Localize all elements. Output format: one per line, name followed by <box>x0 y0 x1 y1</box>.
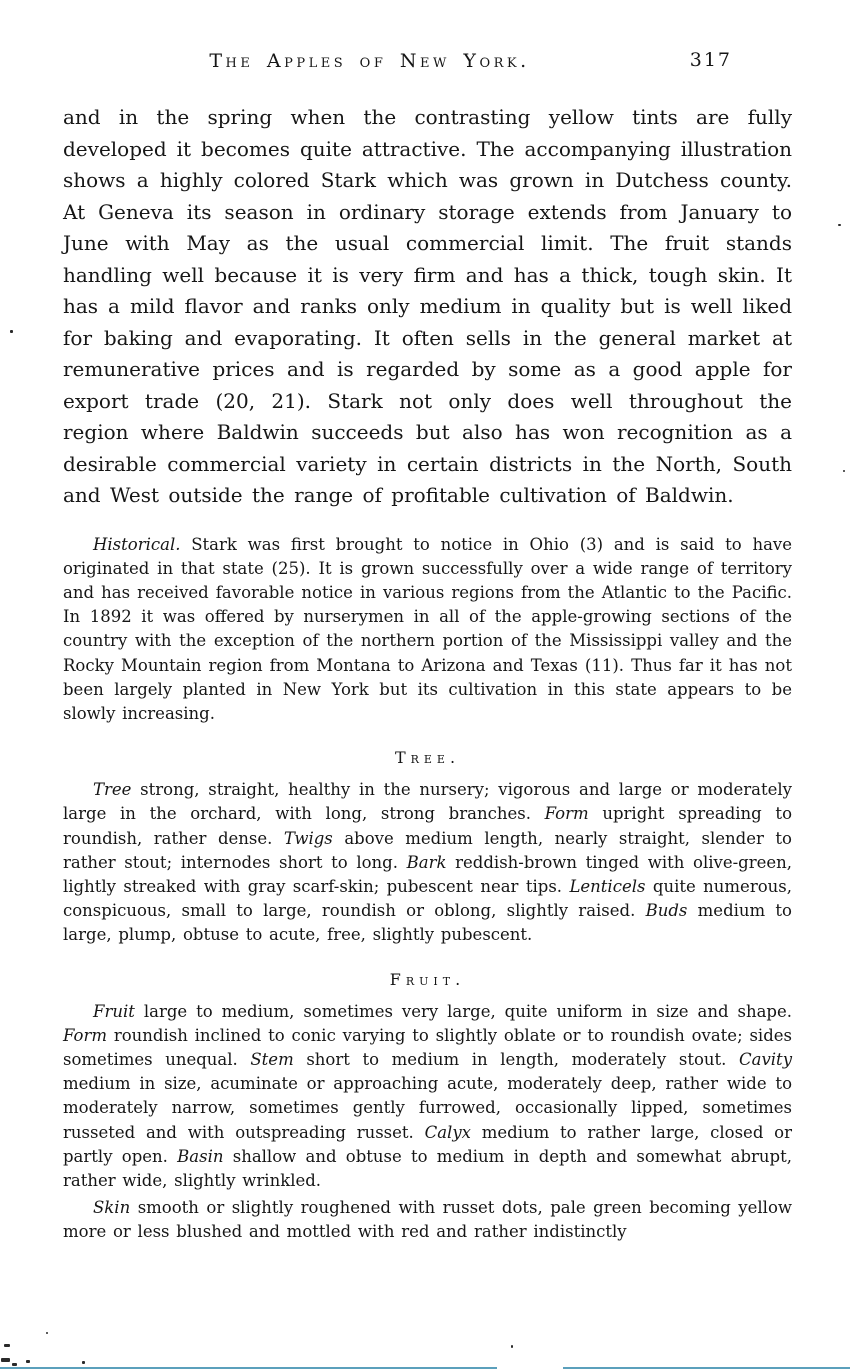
scan-speck <box>46 1332 48 1334</box>
term-label-form: Form <box>544 804 589 824</box>
term-label-lenticels: Lenticels <box>569 876 646 896</box>
historical-text: Stark was first brought to notice in Ohio (3) and is said to have originated in that state (25). It is grown successfully over a wide range of territory and has received favorable notice in various regions from the Atlantic to the Pacific. In 1892 it was offered by nurserymen in all of the apple-growing sections of the country with the exception of the northern portion of the Mississippi valley and the Rocky Mountain region from Montana to Arizona and Texas (11). Thus far it has not been largely planted in New York but its cultivation in this state appears to be slowly increasing. <box>63 534 792 723</box>
term-text: quite numerous, conspicuous, small to large, roundish or oblong, slightly raised. <box>63 876 792 921</box>
historical-lead: Historical. <box>93 534 181 554</box>
scan-speck <box>1 1358 10 1362</box>
scan-speck <box>26 1360 30 1363</box>
scan-speck <box>838 224 841 226</box>
fruit-paragraph <box>63 1000 792 1194</box>
term-text: medium to large, plump, obtuse to acute, free, slightly pubescent. <box>63 901 792 945</box>
term-text: medium in size, acuminate or approaching acute, moderately deep, rather wide to moderately narrow, sometimes gently furrowed, occasionally lipped, sometimes russeted and with outspreading russet. <box>63 1074 792 1142</box>
term-label-calyx: Calyx <box>424 1122 471 1142</box>
term-text: upright spreading to roundish, rather dense. <box>63 804 792 848</box>
term-label-bark: Bark <box>406 852 447 872</box>
term-label-twigs: Twigs <box>283 828 333 848</box>
term-label-cavity: Cavity <box>739 1049 793 1069</box>
bottom-scan-line-left <box>0 1367 497 1369</box>
term-text: large to medium, sometimes very large, quite uniform in size and shape. <box>134 1001 792 1021</box>
term-label-skin: Skin <box>93 1198 131 1218</box>
term-label-fruit: Fruit <box>93 1001 135 1021</box>
skin-text: smooth or slightly roughened with russet dots, pale green becoming yellow more or less blushed and mottled with red and rather indistinctly <box>63 1198 792 1242</box>
running-head <box>63 50 792 78</box>
scan-speck <box>12 1363 17 1366</box>
scan-speck <box>4 1344 10 1347</box>
scan-speck <box>10 330 13 333</box>
book-title: The Apples of New York. <box>209 50 530 72</box>
intro-paragraph: and in the spring when the contrasting yellow tints are fully developed it becomes quite attractive. The accompanying illustration shows a highly colored Stark which was grown in Dutchess county. At Geneva its season in ordinary storage extends from January to June with May as the usual commercial limit. The fruit stands handling well because it is very firm and has a thick, tough skin. It has a mild flavor and ranks only medium in quality but is well liked for baking and evaporating. It often sells in the general market at remunerative prices and is regarded by some as a good apple for export trade (20, 21). Stark not only does well throughout the region where Baldwin succeeds but also has won recognition as a desirable commercial variety in certain districts in the North, South and West outside the range of profitable cultivation of Baldwin. <box>63 105 792 507</box>
section-heading-tree: Tree. <box>394 748 461 768</box>
historical-paragraph <box>63 533 792 727</box>
scan-speck <box>511 1345 513 1348</box>
term-label-stem: Stem <box>250 1049 294 1069</box>
term-label-tree: Tree <box>93 780 132 800</box>
term-text: above medium length, nearly straight, slender to rather stout; internodes short to long. <box>63 828 792 872</box>
bottom-scan-line-right <box>563 1367 850 1369</box>
term-label-form: Form <box>63 1025 108 1045</box>
term-text: reddish-brown tinged with olive-green, lightly streaked with gray scarf-skin; pubescent near tips. <box>63 852 793 896</box>
term-text: shallow and obtuse to medium in depth and somewhat abrupt, rather wide, slightly wrinkled. <box>63 1146 792 1190</box>
scan-speck <box>82 1361 85 1364</box>
scan-speck <box>843 470 845 472</box>
skin-paragraph <box>63 1196 792 1244</box>
term-label-buds: Buds <box>645 901 688 921</box>
tree-paragraph <box>63 778 792 947</box>
term-text: short to medium in length, moderately stout. <box>293 1049 739 1069</box>
term-text: roundish inclined to conic varying to slightly oblate or to roundish ovate; sides sometimes unequal. <box>63 1025 792 1069</box>
term-text: strong, straight, healthy in the nursery; vigorous and large or moderately large in the orchard, with long, strong branches. <box>63 780 792 824</box>
page-number: 317 <box>689 49 732 71</box>
term-label-basin: Basin <box>177 1146 224 1166</box>
term-text: medium to rather large, closed or partly open. <box>63 1122 792 1166</box>
section-heading-fruit: Fruit. <box>389 969 466 989</box>
